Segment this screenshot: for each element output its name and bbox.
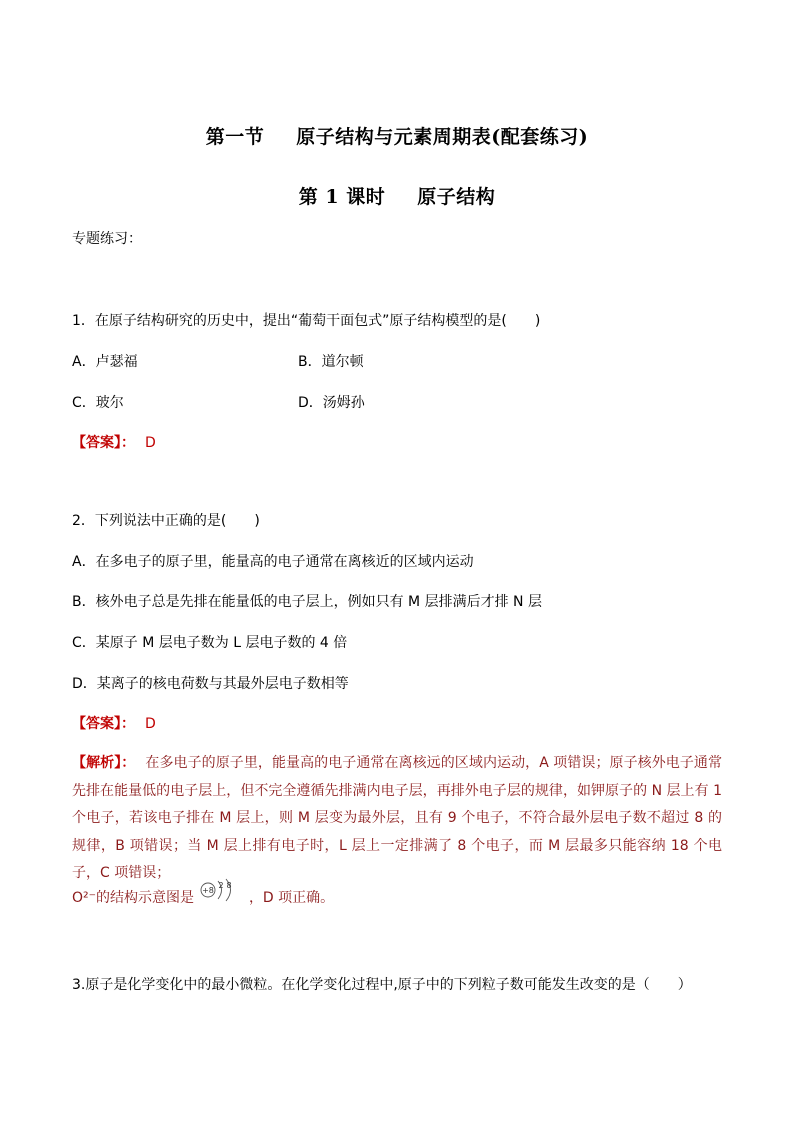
subtitle-part1: 第 1 课时 (298, 186, 386, 208)
q2-option-d: D．某离子的核电荷数与其最外层电子数相等 (72, 676, 349, 692)
o2-ion-structure-diagram (198, 878, 244, 916)
q3-stem: 3.原子是化学变化中的最小微粒。在化学变化过程中,原子中的下列粒子数可能发生改变的是（ ） (72, 977, 692, 993)
q1-option-c: C．玻尔 (72, 395, 124, 411)
q2-answer (72, 716, 156, 732)
q1-option-a: A．卢瑟福 (72, 354, 138, 370)
q2-option-a: A．在多电子的原子里，能量高的电子通常在离核近的区域内运动 (72, 554, 474, 570)
q2-diagram-suffix: ，D 项正确。 (248, 890, 335, 906)
q2-stem: 2．下列说法中正确的是( ) (72, 513, 260, 529)
title-part1: 第一节 (205, 126, 265, 148)
q2-diagram-prefix: O²⁻的结构示意图是 (72, 890, 195, 906)
q1-answer-label: 【答案】： (72, 435, 135, 451)
page-title (0, 122, 794, 149)
q2-explanation-label: 【解析】： (72, 755, 136, 771)
q2-explanation-text: 在多电子的原子里，能量高的电子通常在离核远的区域内运动，A 项错误；原子核外电子通常先排在能量低的电子层上，但不完全遵循先排满内电子层，再排外电子层的规律，如钾原子的 N 层上有 1 个电子，若该电子排在 M 层上，则 M 层变为最外层，且有 9 个电子，不符合最外层电子数不超过 8 的规律，B 项错误；当 M 层上排有电子时，L 层上一定排满了 8 个电子，而 M 层最多只能容纳 18 个电子，C 项错误； (72, 755, 722, 881)
page-subtitle (0, 182, 794, 209)
q1-option-d: D．汤姆孙 (298, 395, 365, 411)
q1-answer-value: D (145, 435, 156, 451)
q1-stem: 1．在原子结构研究的历史中，提出“葡萄干面包式”原子结构模型的是( ) (72, 313, 541, 329)
q2-explanation (72, 750, 722, 888)
section-label: 专题练习： (72, 231, 142, 247)
shell1-electrons: 2 (218, 881, 225, 890)
q2-answer-label: 【答案】： (72, 716, 135, 732)
q1-answer (72, 435, 156, 451)
shell2-electrons: 8 (226, 881, 233, 890)
subtitle-part2: 原子结构 (417, 186, 496, 208)
title-part2: 原子结构与元素周期表(配套练习) (296, 126, 589, 148)
q2-option-c: C．某原子 M 层电子数为 L 层电子数的 4 倍 (72, 635, 348, 651)
q2-option-b: B．核外电子总是先排在能量低的电子层上，例如只有 M 层排满后才排 N 层 (72, 594, 542, 610)
q1-option-b: B．道尔顿 (298, 354, 364, 370)
q2-diagram-line (72, 878, 334, 918)
nucleus-charge: +8 (202, 886, 215, 895)
q2-answer-value: D (145, 716, 156, 732)
